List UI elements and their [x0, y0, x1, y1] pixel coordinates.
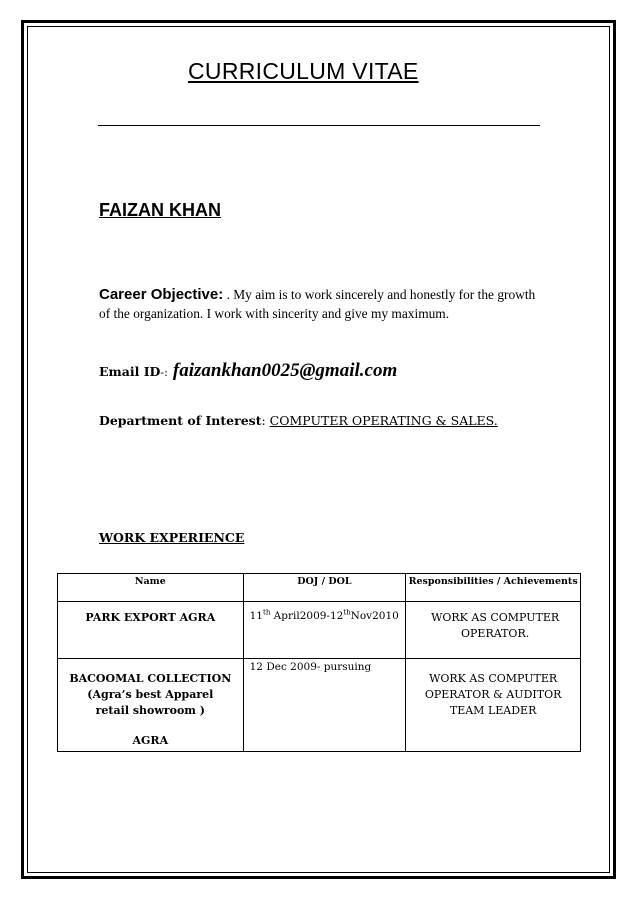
- career-objective-text: . My aim is to work sincerely and honestly for the growth of the organization. I work with sincerity and give my maximum.: [99, 287, 536, 321]
- email-label: Email ID: [99, 364, 161, 379]
- career-objective: [99, 285, 549, 323]
- candidate-name: FAIZAN KHAN: [99, 200, 221, 220]
- table-row: [58, 659, 581, 752]
- department-line: [99, 413, 498, 428]
- row-doj: 12 Dec 2009- pursuing: [243, 659, 406, 752]
- email-value: faizankhan0025@gmail.com: [172, 360, 398, 381]
- row-responsibilities: WORK AS COMPUTER OPERATOR & AUDITOR TEAM LEADER: [406, 659, 581, 752]
- row-name: BACOOMAL COLLECTION (Agra’s best Apparel retail showroom ) AGRA: [58, 659, 244, 752]
- work-experience-table: [57, 573, 581, 752]
- table-row: [58, 602, 581, 659]
- department-label: Department of Interest: [99, 413, 262, 428]
- row-responsibilities: WORK AS COMPUTER OPERATOR.: [406, 602, 581, 659]
- column-header-responsibilities: Responsibilities / Achievements: [406, 574, 581, 602]
- career-objective-label: Career Objective:: [99, 286, 224, 303]
- table-header-row: [58, 574, 581, 602]
- row-name: PARK EXPORT AGRA: [58, 602, 244, 659]
- row-doj: 11th April2009-12thNov2010: [243, 602, 406, 659]
- document-title: CURRICULUM VITAE: [188, 58, 419, 84]
- department-separator: :: [261, 413, 270, 428]
- title-divider: [98, 125, 540, 126]
- department-value: COMPUTER OPERATING & SALES.: [269, 413, 498, 428]
- column-header-doj: DOJ / DOL: [243, 574, 406, 602]
- column-header-name: Name: [58, 574, 244, 602]
- work-experience-heading: WORK EXPERIENCE: [99, 530, 245, 545]
- email-line: [99, 360, 397, 382]
- email-separator: -:: [160, 366, 168, 379]
